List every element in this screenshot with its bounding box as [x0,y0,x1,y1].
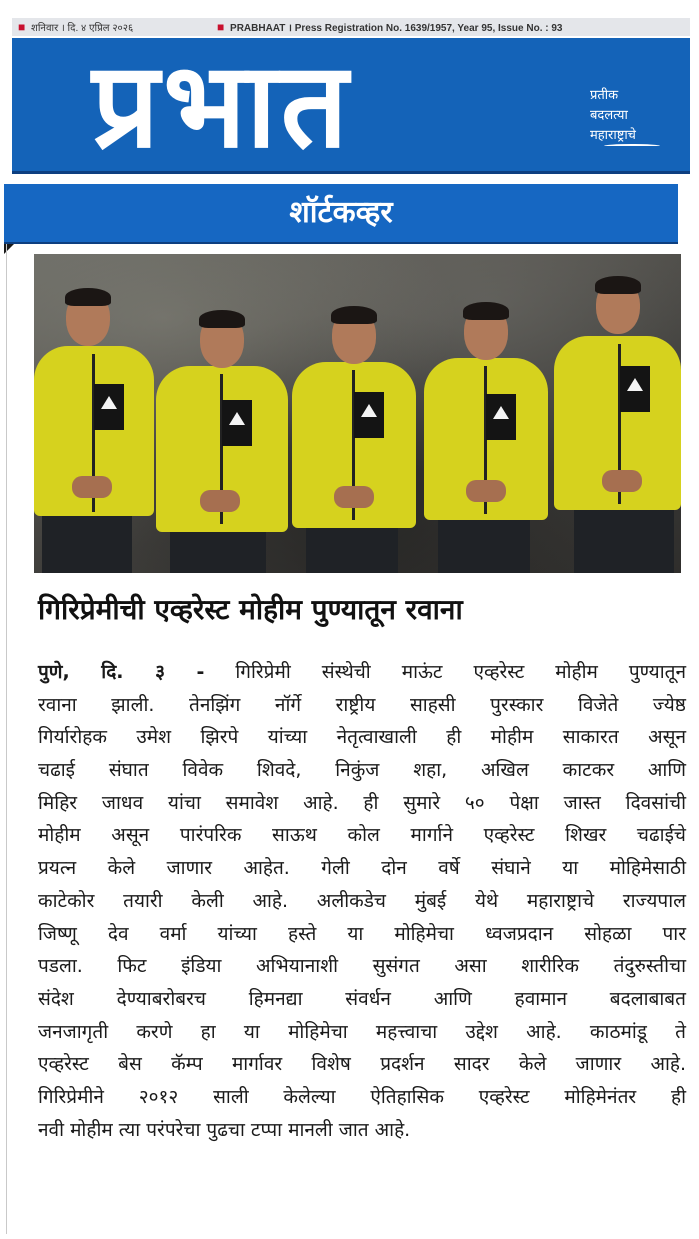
article-headline: गिरिप्रेमीची एव्हरेस्ट मोहीम पुण्यातून रवाना [38,593,463,626]
article-line: संदेश देण्याबरोबरच हिमनद्या संवर्धन आणि हवामान बदलाबाबत [38,987,686,1010]
section-divider [4,242,678,244]
slogan-line-1: प्रतीक [590,88,619,103]
clasped-hands [602,470,642,492]
article-line: गिरिप्रेमीने २०१२ साली केलेल्या ऐतिहासिक एव्हरेस्ट मोहिमेनंतर ही [38,1085,686,1108]
slogan [590,86,680,148]
mountain-logo-icon [493,406,509,419]
article-line: जिष्णू देव वर्मा यांच्या हस्ते या मोहिमेचा ध्वजप्रदान सोहळा पार [38,922,686,945]
article-line [38,656,686,689]
article-line: मोहीम असून पारंपरिक साऊथ कोल मार्गाने एव्हरेस्ट शिखर चढाईचे [38,824,686,847]
article-line: प्रयत्न केले जाणार आहेत. गेली दोन वर्षे संघाने या मोहिमेसाठी [38,857,686,880]
section-label: शॉर्टकव्हर [289,195,393,230]
article-text: गिरिप्रेमी संस्थेची माऊंट एव्हरेस्ट मोहीम पुण्यातून [235,661,686,683]
article-line: रवाना झाली. तेनझिंग नॉर्गे राष्ट्रीय साहसी पुरस्कार विजेते ज्येष्ठ [38,693,686,716]
trousers [306,522,398,573]
article-line: जनजागृती करणे हा या मोहिमेचा महत्त्वाचा उद्देश आहे. काठमांडू ते [38,1020,686,1043]
hair [65,288,111,306]
column-rule [6,244,7,1234]
bullet-icon: ■ [217,20,225,34]
mountain-logo-icon [229,412,245,425]
hair [199,310,245,328]
article-line: काटेकोर तयारी केली आहे. अलीकडेच मुंबई येथे महाराष्ट्राचे राज्यपाल [38,889,686,912]
team-photo [34,254,681,573]
article-line: पडला. फिट इंडिया अभियानाशी सुसंगत असा शारीरिक तंदुरुस्तीचा [38,955,686,978]
dateline: पुणे, दि. ३ - [38,661,205,683]
clasped-hands [200,490,240,512]
hair [331,306,377,324]
hair [595,276,641,294]
issue-date: शनिवार । दि. ४ एप्रिल २०२६ [31,23,134,34]
clasped-hands [334,486,374,508]
article-body [38,656,686,1146]
mountain-logo-icon [627,378,643,391]
article-line: गिर्यारोहक उमेश झिरपे यांच्या नेतृत्वाखाली ही मोहीम साकारत असून [38,726,686,749]
article-line: नवी मोहीम त्या परंपरेचा पुढचा टप्पा मानली जात आहे. [38,1118,411,1141]
bullet-icon: ■ [18,20,26,34]
article-line: एव्हरेस्ट बेस कॅम्प मार्गावर विशेष प्रदर्शन सादर केले जाणार आहे. [38,1053,686,1076]
trousers [438,516,530,573]
article-line: चढाई संघात विवेक शिवदे, निकुंज शहा, अखिल काटकर आणि [38,759,686,782]
publication-text: PRABHAAT । Press Registration No. 1639/1957, Year 95, Issue No. : 93 [230,23,563,34]
masthead [12,38,690,174]
trousers [42,512,132,573]
mountain-logo-icon [101,396,117,409]
clasped-hands [72,476,112,498]
clasped-hands [466,480,506,502]
trousers [170,526,266,573]
slogan-line-3: महाराष्ट्राचे [590,128,636,143]
trousers [574,506,674,573]
mountain-logo-icon [361,404,377,417]
hair [463,302,509,320]
slogan-line-2: बदलत्या [590,108,628,123]
article-line: मिहिर जाधव यांचा समावेश आहे. ही सुमारे ५० पेक्षा जास्त दिवसांची [38,791,686,814]
newspaper-title: प्रभात [92,36,352,174]
section-header [4,184,678,242]
